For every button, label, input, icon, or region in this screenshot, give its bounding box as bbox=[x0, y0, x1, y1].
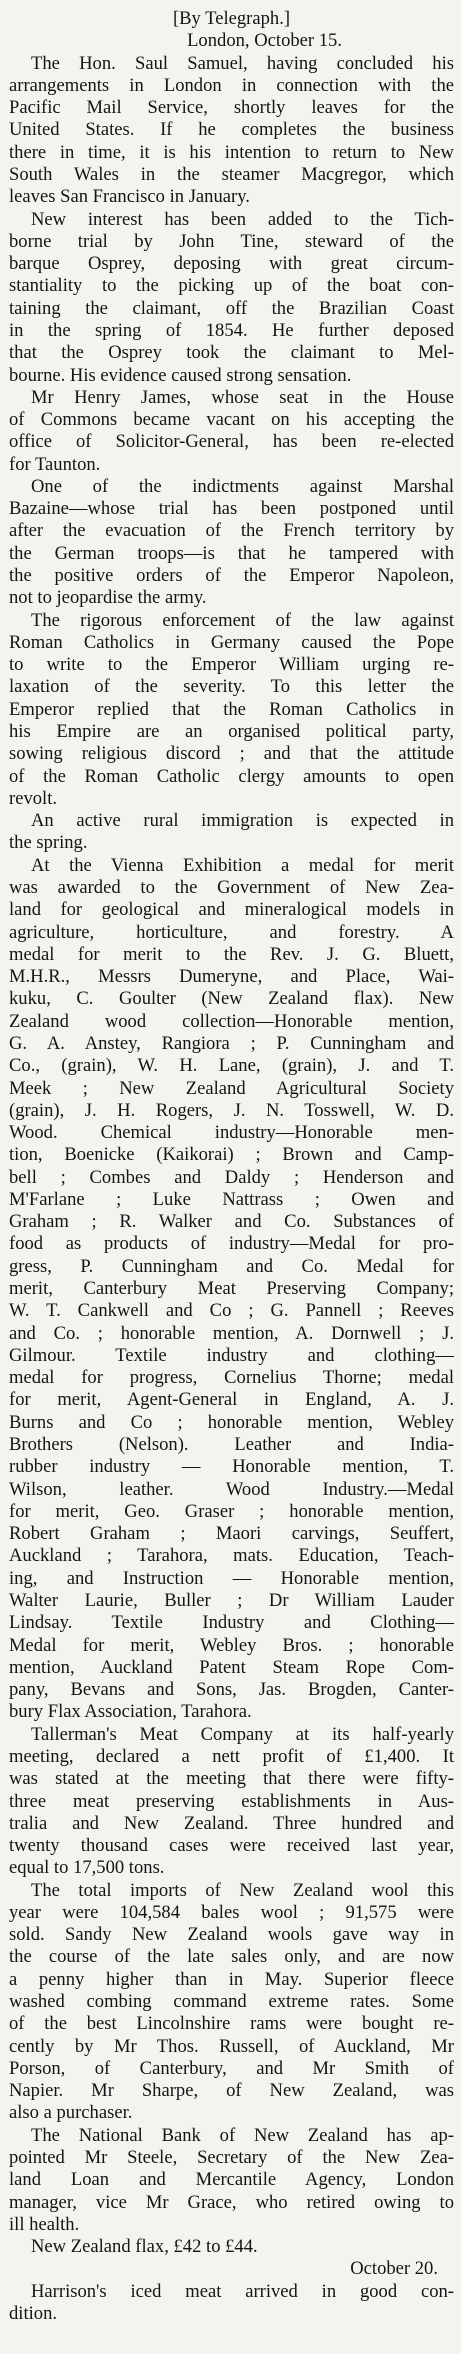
text-line: of Commons became vacant on his accepting the bbox=[9, 409, 454, 431]
text-line: leaves San Francisco in January. bbox=[9, 186, 250, 208]
text-line: meeting, declared a nett profit of £1,400. It bbox=[9, 1745, 454, 1767]
text-line: medal for merit to the Rev. J. G. Bluett, bbox=[9, 943, 454, 965]
text-line: ill health. bbox=[9, 2213, 80, 2235]
text-line: Co., (grain), W. H. Lane, (grain), J. and T. bbox=[9, 1055, 454, 1077]
text-line: merit, Canterbury Meat Preserving Company; bbox=[9, 1278, 454, 1300]
text-line: G. A. Anstey, Rangiora ; P. Cunningham and bbox=[9, 1032, 454, 1054]
text-line: kuku, C. Goulter (New Zealand flax). New bbox=[9, 988, 454, 1010]
text-line: Bazaine—whose trial has been postponed until bbox=[9, 498, 454, 520]
text-line: of the best Lincolnshire rams were bought re- bbox=[9, 2013, 454, 2035]
text-line: gress, P. Cunningham and Co. Medal for bbox=[9, 1255, 454, 1277]
text-line: sowing religious discord ; and that the attitude bbox=[9, 743, 454, 765]
text-line: also a purchaser. bbox=[9, 2102, 133, 2124]
text-line: manager, vice Mr Grace, who retired owing to bbox=[9, 2191, 454, 2213]
text-line: for Taunton. bbox=[9, 453, 101, 475]
text-line: Zealand wood collection—Honorable mention, bbox=[9, 1010, 454, 1032]
text-line: was stated at the meeting that there were fifty- bbox=[9, 1768, 454, 1790]
text-line: three meat preserving establishments in Aus- bbox=[9, 1790, 454, 1812]
text-line: pany, Bevans and Sons, Jas. Brogden, Canter- bbox=[9, 1679, 454, 1701]
text-line: The rigorous enforcement of the law against bbox=[31, 609, 454, 631]
text-line: arrangements in London in connection with the bbox=[9, 74, 454, 96]
text-line: New interest has been added to the Tich- bbox=[31, 208, 454, 230]
text-line: the spring. bbox=[9, 832, 88, 854]
paragraph bbox=[9, 387, 454, 476]
dateline-2: October 20. bbox=[350, 2258, 438, 2280]
text-line: Meek ; New Zealand Agricultural Society bbox=[9, 1077, 454, 1099]
text-line: for merit, Agent-General in England, A. J. bbox=[9, 1389, 454, 1411]
text-line: food as products of industry—Medal for pro- bbox=[9, 1233, 454, 1255]
text-line: cently by Mr Thos. Russell, of Auckland, Mr bbox=[9, 2035, 454, 2057]
text-line: bury Flax Association, Tarahora. bbox=[9, 1701, 252, 1723]
paragraph bbox=[9, 855, 454, 1724]
text-line: for merit, Geo. Graser ; honorable mention, bbox=[9, 1500, 454, 1522]
text-line: washed combing command extreme rates. Some bbox=[9, 1991, 454, 2013]
text-line: medal for progress, Cornelius Thorne; medal bbox=[9, 1367, 454, 1389]
text-line: rubber industry — Honorable mention, T. bbox=[9, 1456, 454, 1478]
text-line: Tallerman's Meat Company at its half-yearly bbox=[31, 1723, 454, 1745]
text-line: the positive orders of the Emperor Napoleon, bbox=[9, 565, 454, 587]
text-line: Lindsay. Textile Industry and Clothing— bbox=[9, 1612, 454, 1634]
text-line: to write to the Emperor William urging re- bbox=[9, 654, 454, 676]
text-line: Pacific Mail Service, shortly leaves for the bbox=[9, 97, 454, 119]
paragraph bbox=[9, 209, 454, 387]
text-line: twenty thousand cases were received last year, bbox=[9, 1835, 454, 1857]
paragraph bbox=[9, 53, 454, 209]
text-line: M'Farlane ; Luke Nattrass ; Owen and bbox=[9, 1188, 454, 1210]
text-line: land for geological and mineralogical models in bbox=[9, 899, 454, 921]
text-line: At the Vienna Exhibition a medal for merit bbox=[31, 854, 454, 876]
text-line: his Empire are an organised political party, bbox=[9, 721, 454, 742]
text-line: Walter Laurie, Buller ; Dr William Lauder bbox=[9, 1589, 454, 1611]
text-line: Porson, of Canterbury, and Mr Smith of bbox=[9, 2057, 454, 2079]
text-line: there in time, it is his intention to return to New bbox=[9, 141, 454, 163]
text-line: mention, Auckland Patent Steam Rope Com- bbox=[9, 1656, 454, 1678]
text-line: Robert Graham ; Maori carvings, Seuffert, bbox=[9, 1523, 454, 1545]
paragraph bbox=[9, 2236, 454, 2258]
text-line: Burns and Co ; honorable mention, Webley bbox=[9, 1411, 454, 1433]
text-line: One of the indictments against Marshal bbox=[31, 475, 454, 497]
text-line: Gilmour. Textile industry and clothing— bbox=[9, 1344, 454, 1366]
text-line: tion, Boenicke (Kaikorai) ; Brown and Camp- bbox=[9, 1144, 454, 1166]
text-line: laxation of the severity. To this letter the bbox=[9, 676, 454, 698]
text-line: ing, and Instruction — Honorable mention, bbox=[9, 1567, 454, 1589]
text-line: of the Roman Catholic clergy amounts to open bbox=[9, 765, 454, 787]
text-line: An active rural immigration is expected in bbox=[31, 810, 454, 832]
text-line: agriculture, horticulture, and forestry. A bbox=[9, 921, 454, 943]
text-line: land Loan and Mercantile Agency, London bbox=[9, 2169, 454, 2191]
text-line: borne trial by John Tine, steward of the bbox=[9, 230, 454, 252]
text-line: South Wales in the steamer Macgregor, which bbox=[9, 163, 454, 185]
paragraph bbox=[9, 476, 454, 610]
text-line: taining the claimant, off the Brazilian Coast bbox=[9, 297, 454, 319]
text-line: Napier. Mr Sharpe, of New Zealand, was bbox=[9, 2080, 454, 2102]
text-line: Wood. Chemical industry—Honorable men- bbox=[9, 1122, 454, 1144]
paragraph bbox=[9, 810, 454, 855]
article-body bbox=[9, 53, 454, 2259]
text-line: in the spring of 1854. He further deposed bbox=[9, 319, 454, 341]
paragraph bbox=[9, 2125, 454, 2236]
paragraph bbox=[9, 1880, 454, 2125]
paragraph bbox=[9, 1724, 454, 1880]
dateline: London, October 15. bbox=[187, 30, 342, 52]
text-line: Auckland ; Tarahora, mats. Education, Teach- bbox=[9, 1545, 454, 1567]
paragraph bbox=[9, 2281, 454, 2326]
text-line: tralia and New Zealand. Three hundred and bbox=[9, 1812, 454, 1834]
text-line: was awarded to the Government of New Zea- bbox=[9, 876, 454, 898]
text-line: Brothers (Nelson). Leather and India- bbox=[9, 1434, 454, 1455]
text-line: United States. If he completes the business bbox=[9, 119, 454, 141]
text-line: pointed Mr Steele, Secretary of the New Zea- bbox=[9, 2147, 454, 2168]
text-line: New Zealand flax, £42 to £44. bbox=[31, 2236, 258, 2258]
text-line: Medal for merit, Webley Bros. ; honorable bbox=[9, 1634, 454, 1656]
text-line: Mr Henry James, whose seat in the House bbox=[31, 386, 454, 408]
text-line: a penny higher than in May. Superior fleece bbox=[9, 1968, 454, 1990]
text-line: Roman Catholics in Germany caused the Pope bbox=[9, 631, 454, 653]
paragraph bbox=[9, 610, 454, 811]
text-line: bourne. His evidence caused strong sensation. bbox=[9, 364, 352, 386]
text-line: the course of the late sales only, and are now bbox=[9, 1946, 454, 1968]
text-line: the German troops—is that he tampered with bbox=[9, 542, 454, 564]
text-line: equal to 17,500 tons. bbox=[9, 1857, 165, 1879]
text-line: dition. bbox=[9, 2302, 58, 2324]
text-line: not to jeopardise the army. bbox=[9, 587, 207, 609]
text-line: Harrison's iced meat arrived in good con- bbox=[31, 2280, 454, 2302]
text-line: Graham ; R. Walker and Co. Substances of bbox=[9, 1211, 454, 1233]
text-line: Wilson, leather. Wood Industry.—Medal bbox=[9, 1478, 454, 1500]
text-line: barque Osprey, deposing with great circum- bbox=[9, 253, 454, 275]
text-line: year were 104,584 bales wool ; 91,575 were bbox=[9, 1901, 454, 1923]
text-line: stantiality to the picking up of the boat con- bbox=[9, 275, 454, 297]
text-line: The National Bank of New Zealand has ap- bbox=[31, 2124, 454, 2146]
text-line: sold. Sandy New Zealand wools gave way in bbox=[9, 1924, 454, 1946]
text-line: The Hon. Saul Samuel, having concluded his bbox=[31, 52, 454, 74]
text-line: (grain), J. H. Rogers, J. N. Tosswell, W. D. bbox=[9, 1099, 454, 1121]
text-line: The total imports of New Zealand wool this bbox=[31, 1879, 454, 1901]
text-line: W. T. Cankwell and Co ; G. Pannell ; Reeves bbox=[9, 1300, 454, 1322]
text-line: Emperor replied that the Roman Catholics in bbox=[9, 698, 454, 720]
text-line: office of Solicitor-General, has been re-elected bbox=[9, 431, 454, 453]
text-line: after the evacuation of the French territory by bbox=[9, 520, 454, 542]
text-line: M.H.R., Messrs Dumeryne, and Place, Wai- bbox=[9, 966, 454, 988]
final-paragraph bbox=[9, 2281, 454, 2326]
text-line: bell ; Combes and Daldy ; Henderson and bbox=[9, 1166, 454, 1188]
text-line: that the Osprey took the claimant to Mel- bbox=[9, 342, 454, 364]
text-line: revolt. bbox=[9, 787, 58, 809]
source-line: [By Telegraph.] bbox=[172, 8, 291, 29]
text-line: and Co. ; honorable mention, A. Dornwell ; J. bbox=[9, 1322, 454, 1344]
